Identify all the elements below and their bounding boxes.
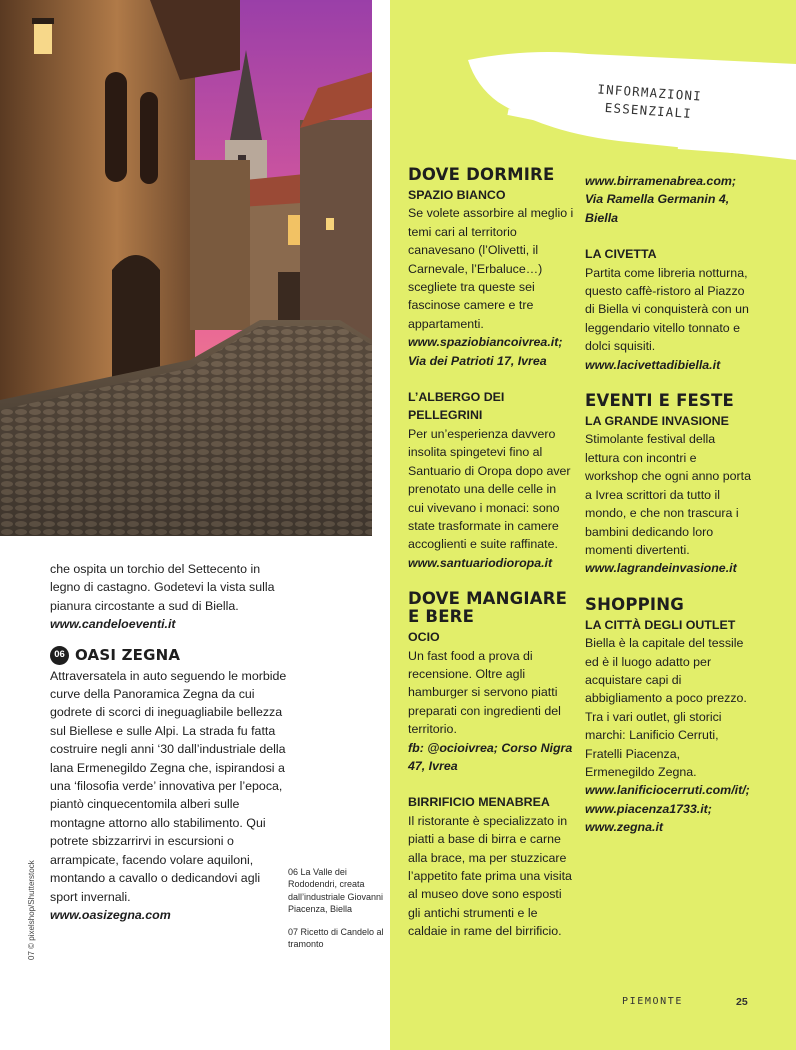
civetta-link[interactable]: www.lacivettadibiella.it [585, 357, 721, 372]
outlet-text: Biella è la capitale del tessile ed è il luogo adatto per acquistare capi di abbigliamento a poco prezzo. Tra i vari outlet, gli storici marchi: Lanificio Cerruti, Fratelli Piacenza, Ermenegildo Zegna. [585, 636, 747, 779]
spazio-bianco-name: SPAZIO BIANCO [408, 188, 506, 202]
outlet-name: LA CITTÀ DEGLI OUTLET [585, 617, 736, 632]
ocio-link[interactable]: fb: @ocioivrea; Corso Nigra 47, Ivrea [408, 740, 573, 773]
photo-captions [288, 866, 384, 960]
ocio-name: OCIO [408, 630, 440, 645]
intro-paragraph: che ospita un torchio del Settecento in legno di castagno. Godetevi la vista sulla pianura circostante a sud di Biella. [50, 562, 275, 613]
civetta-name: LA CIVETTA [585, 247, 657, 262]
outlet-links[interactable]: www.lanificiocerruti.com/it/; www.piacenza1733.it; www.zegna.it [585, 783, 750, 835]
albergo-pellegrini-text: Per un’esperienza davvero insolita spingetevi fino al Santuario di Oropa dopo aver prenotato una delle celle in cui vivevano i monaci: sono state trasformate in camere accoglienti e suite raffinate. [408, 426, 571, 552]
civetta-text: Partita come libreria notturna, questo caffè-ristoro al Piazzo di Biella vi conquisterà con un leggendario vitello tonnato e dolci squisiti. [585, 265, 749, 354]
photo-credit: 07 © pixelshop/Shutterstock [27, 860, 36, 960]
grande-invasione-text: Stimolante festival della lettura con incontri e workshop che ogni anno porta a Ivrea scrittori da tutto il mondo, e che non trascura i bambini dedicando loro momenti divertenti. [585, 432, 752, 557]
grande-invasione-link[interactable]: www.lagrandeinvasione.it [585, 561, 737, 576]
ocio-text: Un fast food a prova di recensione. Oltre agli hamburger si servono piatti preparati con ingredienti del territorio. [408, 648, 561, 737]
shopping-heading: SHOPPING [585, 594, 684, 614]
candelo-link[interactable]: www.candeloeventi.it [50, 617, 176, 632]
eventi-feste-heading: EVENTI E FESTE [585, 391, 735, 411]
page-number: 25 [736, 996, 748, 1008]
section-number-badge: 06 [50, 646, 69, 665]
caption-07: 07 Ricetto di Candelo al tramonto [288, 926, 384, 950]
albergo-pellegrini-link[interactable]: www.santuariodioropa.it [408, 555, 553, 570]
menabrea-text: Il ristorante è specializzato in piatti a base di birra e carne alla brace, ma per stuzzicare l’appetito fate prima una visita al museo dove sono esposti gli antichi strumenti e le caldaie in rame del birrificio. [408, 813, 572, 939]
section-title: OASI ZEGNA [75, 645, 181, 664]
grande-invasione-name: LA GRANDE INVASIONE [585, 414, 729, 429]
dove-mangiare-heading: DOVE MANGIARE E BERE [408, 589, 568, 627]
caption-06: 06 La Valle dei Rododendri, creata dall’industriale Giovanni Piacenza, Biella [288, 867, 384, 915]
info-column-2 [585, 172, 751, 855]
spazio-bianco-link[interactable]: www.spaziobiancoivrea.it; Via dei Patrioti 17, Ivrea [408, 335, 563, 368]
footer-section-name: PIEMONTE [622, 996, 683, 1007]
oasi-zegna-paragraph: Attraversatela in auto seguendo le morbide curve della Panoramica Zegna da cui godrete di scorci di ineguagliabile bellezza sul Biellese e sulle Alpi. La strada fu fatta costruire negli anni ‘30 dall’industriale della lana Ermenegildo Zegna che, ispirandosi a una ‘filosofia verde’ innovativa per l’epoca, piantò cinquecentomila alberi sulle montagne attorno allo stabilimento. Qui potrete sbizzarrirvi in escursioni o arrampicate, facendo volare aquiloni, montando a cavallo o dedicandovi agli sport invernali. [50, 668, 287, 904]
dove-dormire-heading: DOVE DORMIRE [408, 165, 555, 184]
left-column [50, 560, 290, 924]
spazio-bianco-text: Se volete assorbire al meglio i temi cari al territorio canavesano (l’Olivetti, il Carnevale, l’Erbaluce…) scegliete tra queste sei fascinose camere e tre appartamenti. [408, 206, 574, 331]
menabrea-link[interactable]: www.birramenabrea.com; Via Ramella Germanin 4, Biella [585, 174, 737, 225]
menabrea-name: BIRRIFICIO MENABREA [408, 795, 550, 810]
info-label-line-1: INFORMAZIONI [596, 81, 703, 104]
section-heading [50, 646, 290, 665]
photo-illustration [0, 0, 372, 536]
info-column-1 [408, 166, 574, 959]
info-label-line-2: ESSENZIALI [604, 99, 693, 122]
oasi-zegna-link[interactable]: www.oasizegna.com [50, 907, 171, 922]
ricetto-photo [0, 0, 372, 536]
albergo-pellegrini-name: L’ALBERGO DEI PELLEGRINI [408, 390, 505, 423]
